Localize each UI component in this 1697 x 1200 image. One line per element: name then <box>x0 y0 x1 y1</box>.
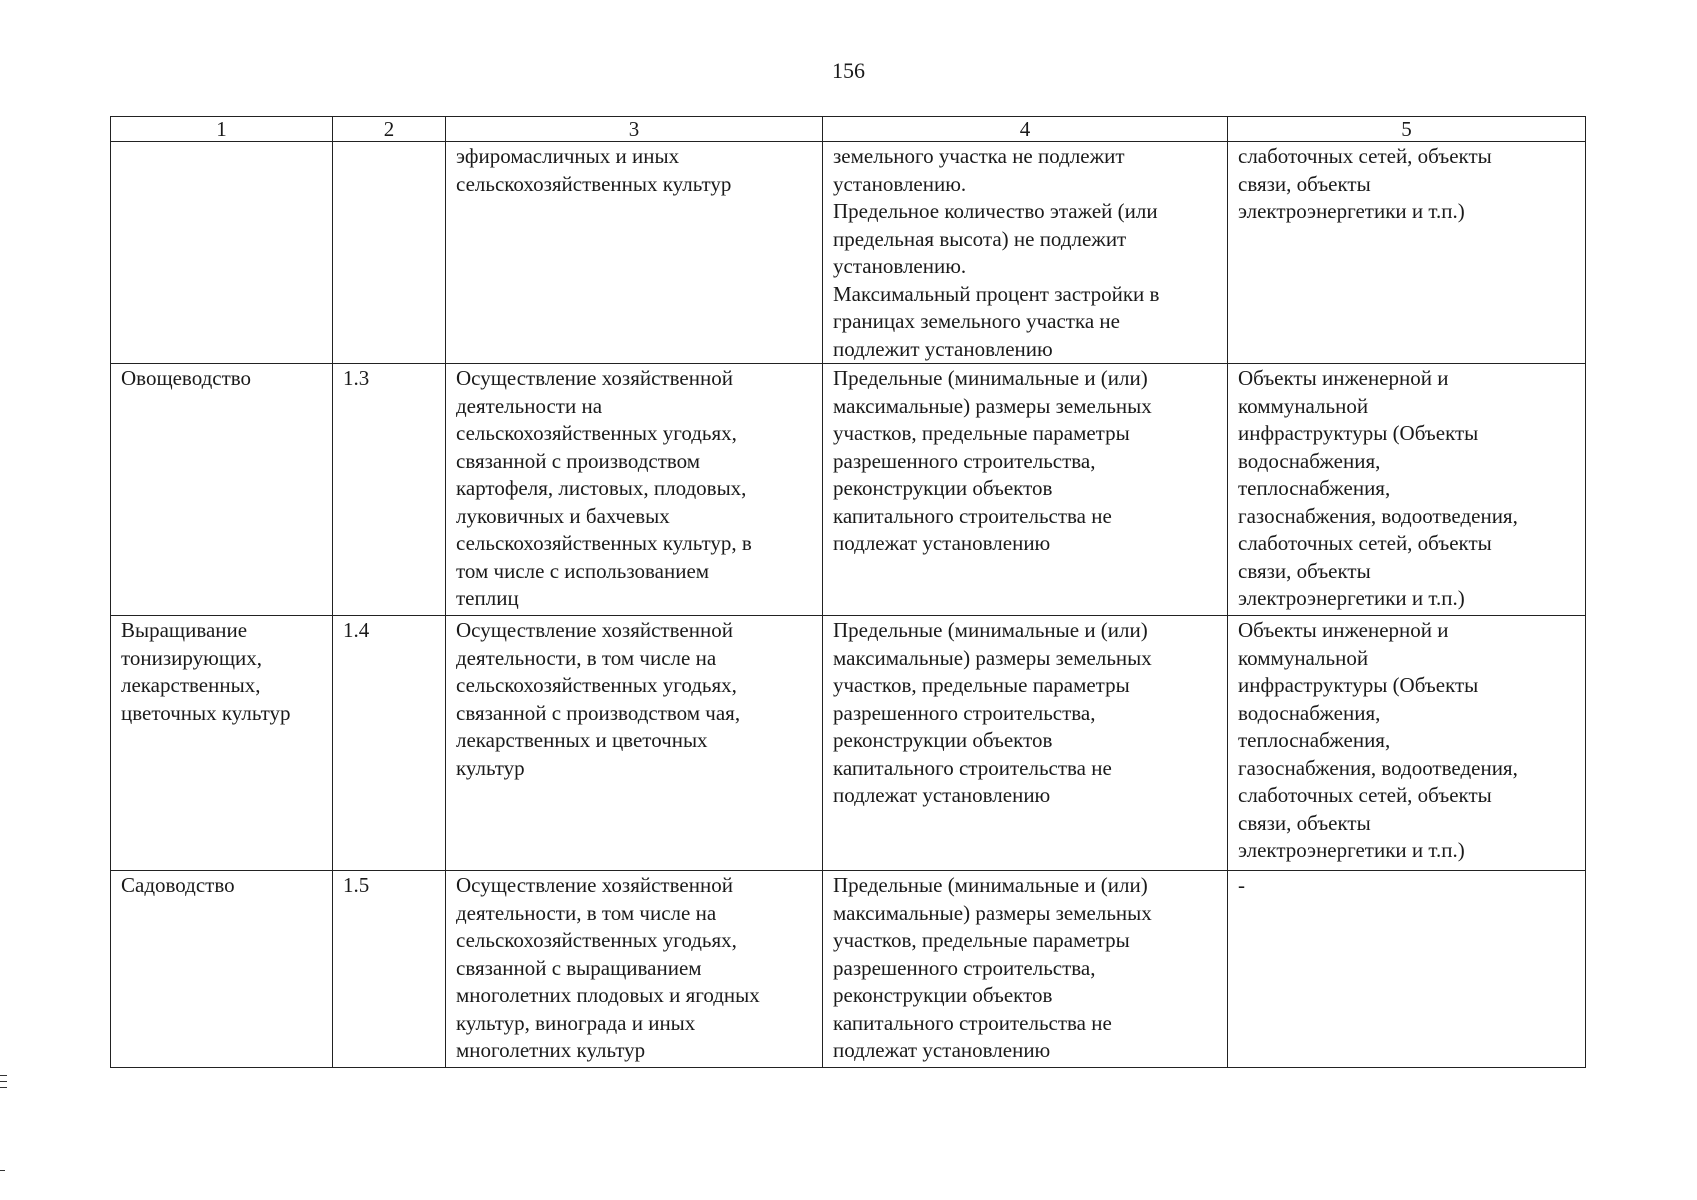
cell-name <box>111 616 333 871</box>
table-row <box>111 142 1586 364</box>
cell-parameters <box>823 871 1228 1068</box>
cell-infrastructure <box>1228 364 1586 616</box>
cell-parameters-text: Предельные (минимальные и (или) максимальные) размеры земельных участков, предельные параметры разрешенного строительства, реконструкции объектов капитального строительства не подлежат установлению <box>833 618 1152 807</box>
cell-name-text: Овощеводство <box>121 366 252 390</box>
scan-mark <box>0 1087 7 1088</box>
cell-infrastructure <box>1228 616 1586 871</box>
column-header-4: 4 <box>823 117 1228 142</box>
cell-code-text: 1.5 <box>343 873 370 897</box>
cell-parameters <box>823 142 1228 364</box>
cell-parameters <box>823 616 1228 871</box>
scan-mark <box>0 1170 5 1171</box>
column-header-3: 3 <box>446 117 823 142</box>
cell-parameters-text: Предельные (минимальные и (или) максимальные) размеры земельных участков, предельные параметры разрешенного строительства, реконструкции объектов капитального строительства не подлежат установлению <box>833 366 1152 555</box>
cell-infrastructure <box>1228 871 1586 1068</box>
cell-infrastructure-text: - <box>1238 873 1245 897</box>
column-header-1: 1 <box>111 117 333 142</box>
cell-name <box>111 142 333 364</box>
cell-code <box>333 871 446 1068</box>
scan-mark <box>0 1075 7 1076</box>
cell-description-text: эфиромасличных и иных сельскохозяйственных культур <box>456 144 732 196</box>
cell-code-text: 1.4 <box>343 618 370 642</box>
cell-description <box>446 364 823 616</box>
cell-code <box>333 364 446 616</box>
cell-infrastructure-text: Объекты инженерной и коммунальной инфраструктуры (Объекты водоснабжения, теплоснабжения, газоснабжения, водоотведения, слаботочных сетей, объекты связи, объекты электроэнергетики и т.п.) <box>1238 618 1518 862</box>
cell-description <box>446 142 823 364</box>
cell-parameters-text: земельного участка не подлежит установлению. Предельное количество этажей (или предельная высота) не подлежит установлению. Максимальный процент застройки в границах земельного участка не подлежит установлению <box>833 144 1160 361</box>
cell-code <box>333 142 446 364</box>
cell-infrastructure <box>1228 142 1586 364</box>
cell-name-text: Выращивание тонизирующих, лекарственных, цветочных культур <box>121 618 291 725</box>
cell-description-text: Осуществление хозяйственной деятельности, в том числе на сельскохозяйственных угодьях, связанной с выращиванием многолетних плодовых и ягодных культур, винограда и иных многолетних культур <box>456 873 760 1062</box>
land-use-table <box>110 116 1586 1068</box>
cell-parameters-text: Предельные (минимальные и (или) максимальные) размеры земельных участков, предельные параметры разрешенного строительства, реконструкции объектов капитального строительства не подлежат установлению <box>833 873 1152 1062</box>
cell-infrastructure-text: Объекты инженерной и коммунальной инфраструктуры (Объекты водоснабжения, теплоснабжения, газоснабжения, водоотведения, слаботочных сетей, объекты связи, объекты электроэнергетики и т.п.) <box>1238 366 1518 610</box>
cell-description-text: Осуществление хозяйственной деятельности, в том числе на сельскохозяйственных угодьях, связанной с производством чая, лекарственных и цветочных культур <box>456 618 741 780</box>
column-header-5: 5 <box>1228 117 1586 142</box>
cell-name-text: Садоводство <box>121 873 235 897</box>
cell-name <box>111 364 333 616</box>
scan-mark <box>0 1081 7 1082</box>
cell-description <box>446 616 823 871</box>
cell-code-text: 1.3 <box>343 366 370 390</box>
column-header-2: 2 <box>333 117 446 142</box>
table-row <box>111 871 1586 1068</box>
cell-parameters <box>823 364 1228 616</box>
table-row <box>111 616 1586 871</box>
cell-code <box>333 616 446 871</box>
cell-infrastructure-text: слаботочных сетей, объекты связи, объекты электроэнергетики и т.п.) <box>1238 144 1492 223</box>
page-number: 156 <box>832 58 865 83</box>
cell-name <box>111 871 333 1068</box>
table-header-row <box>111 117 1586 142</box>
cell-description <box>446 871 823 1068</box>
table-row <box>111 364 1586 616</box>
cell-description-text: Осуществление хозяйственной деятельности на сельскохозяйственных угодьях, связанной с производством картофеля, листовых, плодовых, луковичных и бахчевых сельскохозяйственных культур, в том числе с использованием теплиц <box>456 366 752 610</box>
